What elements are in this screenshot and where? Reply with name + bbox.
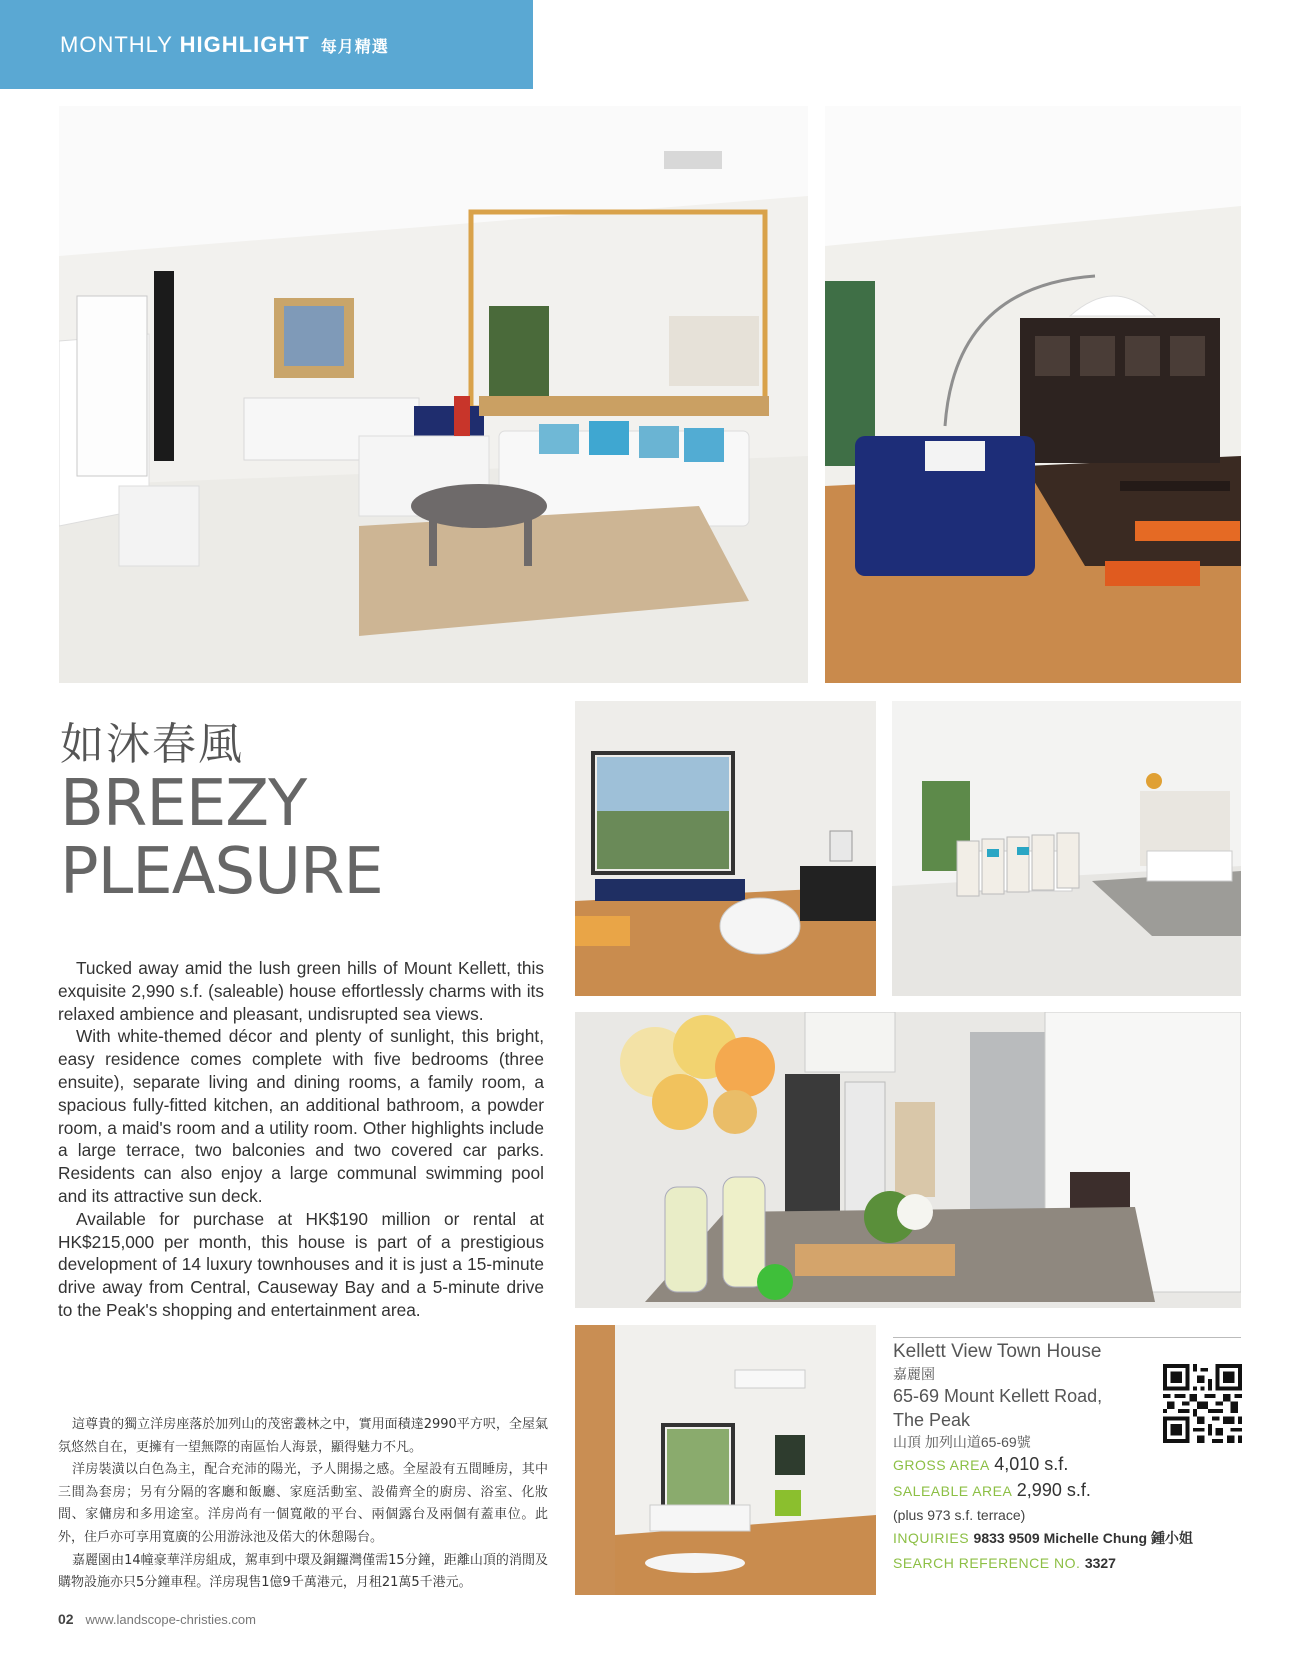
family-room-photo xyxy=(575,701,876,996)
property-name: Kellett View Town House xyxy=(893,1341,1102,1362)
section-header xyxy=(60,32,389,58)
reference-value: 3327 xyxy=(1084,1555,1116,1571)
paragraph: Available for purchase at HK$190 million or rental at HK$215,000 per month, this house is part of a prestigious development of 14 luxury townhouses and it is just a 15-minute drive away from Central, Causeway Bay and a 5-minute drive to the Peak's shopping and entertainment area. xyxy=(58,1208,544,1320)
saleable-area-label: SALEABLE AREA xyxy=(893,1483,1013,1499)
title-zh: 如沐春風 xyxy=(60,719,244,770)
reference-row xyxy=(893,1551,1243,1576)
terrace-note: (plus 973 s.f. terrace) xyxy=(893,1507,1026,1523)
section-highlight: HIGHLIGHT xyxy=(179,32,310,57)
lounge-photo xyxy=(825,106,1241,683)
page-footer xyxy=(58,1611,256,1627)
info-divider xyxy=(893,1337,1241,1338)
dining-room-photo xyxy=(892,701,1241,996)
saleable-area-value: 2,990 s.f. xyxy=(1016,1480,1091,1500)
gross-area-row xyxy=(893,1452,1243,1478)
property-address-line1: 65-69 Mount Kellett Road, xyxy=(893,1386,1103,1406)
paragraph: With white-themed décor and plenty of sunlight, this bright, easy residence comes complete with five bedrooms (three ensuite), separate living and dining rooms, a family room, a spacious fully-fitted kitchen, an additional bathroom, a powder room, a maid's room and a utility room. Other highlights include a large terrace, two balconies and two covered car parks. Residents can also enjoy a large communal swimming pool and its attractive sun deck. xyxy=(58,1026,544,1206)
property-address-zh: 山頂 加列山道65-69號 xyxy=(893,1434,1031,1450)
qr-code-icon[interactable] xyxy=(1163,1364,1242,1443)
saleable-area-row xyxy=(893,1478,1243,1504)
inquiries-label: INQUIRIES xyxy=(893,1530,970,1546)
gross-area-label: GROSS AREA xyxy=(893,1457,990,1473)
paragraph-zh: 洋房裝潢以白色為主，配合充沛的陽光，予人開揚之感。全屋設有五間睡房，其中三間為套房；另有分隔的客廳和飯廳、家庭活動室、設備齊全的廚房、浴室、化妝間、家傭房和多用途室。洋房尚有一個寬敞的平台、兩個露台及兩個有蓋車位。此外，住戶亦可享用寬廣的公用游泳池及偌大的休憩陽台。 xyxy=(58,1462,548,1545)
title-en-line1: BREEZY xyxy=(60,767,307,841)
paragraph-zh: 嘉麗園由14幢豪華洋房組成，駕車到中環及銅鑼灣僅需15分鐘，距離山頂的消閒及購物設施亦只5分鐘車程。洋房現售1億9千萬港元，月租21萬5千港元。 xyxy=(58,1552,548,1591)
paragraph: Tucked away amid the lush green hills of Mount Kellett, this exquisite 2,990 s.f. (saleable) house effortlessly charms with its relaxed ambience and pleasant, undisrupted sea views. xyxy=(58,958,544,1024)
title-en xyxy=(60,767,383,909)
section-label: MONTHLY xyxy=(60,32,173,57)
paragraph-zh: 這尊貴的獨立洋房座落於加列山的茂密叢林之中，實用面積達2990平方呎，全屋氣氛悠然自在，更擁有一望無際的南區怡人海景，顯得魅力不凡。 xyxy=(58,1417,548,1455)
title-en-line2: PLEASURE xyxy=(60,835,383,909)
footer-url-link[interactable]: www.landscope-christies.com xyxy=(85,1612,256,1627)
article-body-zh xyxy=(58,1414,548,1595)
inquiries-value: 9833 9509 Michelle Chung 鍾小姐 xyxy=(973,1530,1193,1546)
reference-label: SEARCH REFERENCE NO. xyxy=(893,1555,1081,1571)
property-address-line2: The Peak xyxy=(893,1410,971,1430)
section-label-zh: 每月精選 xyxy=(320,39,389,56)
inquiries-row xyxy=(893,1526,1243,1551)
gross-area-value: 4,010 s.f. xyxy=(994,1454,1069,1474)
kitchen-photo xyxy=(575,1012,1241,1308)
property-name-zh: 嘉麗園 xyxy=(893,1366,935,1382)
article-body-en xyxy=(58,957,544,1322)
living-room-photo xyxy=(59,106,808,683)
bedroom-photo xyxy=(575,1325,876,1595)
page-number: 02 xyxy=(58,1611,74,1627)
